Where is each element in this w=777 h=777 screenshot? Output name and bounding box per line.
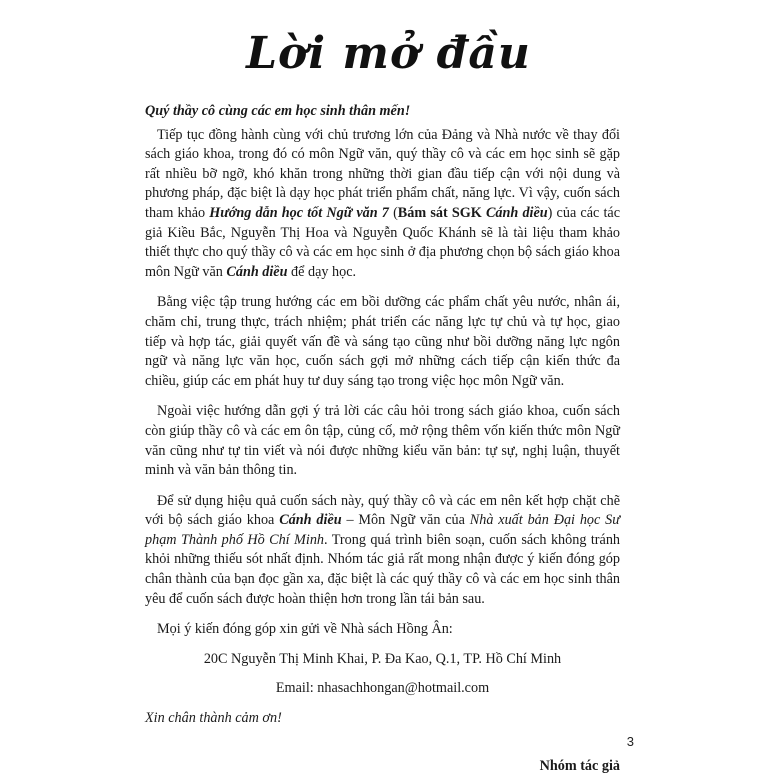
paragraph-4 <box>145 492 620 610</box>
canh-dieu-1: Cánh diều <box>485 204 548 221</box>
sgk-label: Bám sát SGK <box>397 204 486 221</box>
p1-text-d: để dạy học. <box>287 263 357 280</box>
email: Email: nhasachhongan@hotmail.com <box>275 680 490 697</box>
preface-body <box>145 102 620 776</box>
book-title: Hướng dẫn học tốt Ngữ văn 7 <box>209 204 389 221</box>
paragraph-1 <box>145 126 620 283</box>
p1-text-c: ) của các tác giả Kiều Bắc, Nguyễn Thị Hoa và Nguyễn Quốc Khánh sẽ là tài liệu tham khảo thiết thực cho quý thầy cô và các em học sinh ở địa phương chọn bộ sách giáo khoa môn Ngữ văn <box>145 204 620 280</box>
canh-dieu-3: Cánh diều <box>279 512 342 529</box>
greeting: Quý thầy cô cùng các em học sinh thân mến! <box>145 103 411 119</box>
thanks-line: Xin chân thành cảm ơn! <box>145 710 282 727</box>
p1-text-b: ( <box>388 204 398 221</box>
publisher-name: Nhà xuất bản Đại học Sư phạm Thành phố Hồ Chí Minh <box>145 512 620 548</box>
paragraph-2: Bằng việc tập trung hướng các em bồi dưỡng các phẩm chất yêu nước, nhân ái, chăm chỉ, trung thực, trách nhiệm; phát triển các năng lực tự chủ và tự học, giao tiếp và hợp tác, giải quyết vấn đề và sáng tạo cũng như bồi dưỡng năng lực ngôn ngữ và năng lực văn học, cuốn sách gợi mở những cách tiếp cận kiến thức đa chiều, giúp các em phát huy tư duy sáng tạo trong việc học môn Ngữ văn. <box>145 294 620 389</box>
p4-text-a: Để sử dụng hiệu quả cuốn sách này, quý thầy cô và các em nên kết hợp chặt chẽ với bộ sách giáo khoa <box>145 492 620 529</box>
p1-text-a: Tiếp tục đồng hành cùng với chủ trương lớn của Đảng và Nhà nước về thay đổi sách giáo khoa, trong đó có môn Ngữ văn, quý thầy cô và các em học sinh sẽ gặp rất nhiều bỡ ngỡ, khó khăn trong những thời gian đầu tiếp cận với nội dung và phương pháp, đặc biệt là dạy học phát triển phẩm chất, năng lực. Vì vậy, cuốn sách tham khảo <box>145 126 620 221</box>
page-title: Lời mở đầu <box>246 28 531 79</box>
p4-text-b: – Môn Ngữ văn của <box>341 512 470 529</box>
address: 20C Nguyễn Thị Minh Khai, P. Đa Kao, Q.1, TP. Hồ Chí Minh <box>203 650 562 667</box>
page-number: 3 <box>626 734 634 749</box>
signature: Nhóm tác giả <box>539 757 620 774</box>
contact-intro: Mọi ý kiến đóng góp xin gửi về Nhà sách Hồng Ân: <box>157 621 453 638</box>
canh-dieu-2: Cánh diều <box>226 263 288 280</box>
paragraph-3: Ngoài việc hướng dẫn gợi ý trả lời các câu hỏi trong sách giáo khoa, cuốn sách còn giúp thầy cô và các em ôn tập, củng cố, mở rộng thêm vốn kiến thức môn Ngữ văn cũng như tự tin viết và nói được những kiểu văn bản: tự sự, nghị luận, thuyết minh và văn bản thông tin. <box>145 403 620 479</box>
p4-text-c: . Trong quá trình biên soạn, cuốn sách không tránh khỏi những thiếu sót nhất định. Nhóm tác giả rất mong nhận được ý kiến đóng góp chân thành của bạn đọc gần xa, đặc biệt là các quý thầy cô và các em học sinh thân yêu để cuốn sách được hoàn thiện hơn trong lần tái bản sau. <box>145 531 621 607</box>
